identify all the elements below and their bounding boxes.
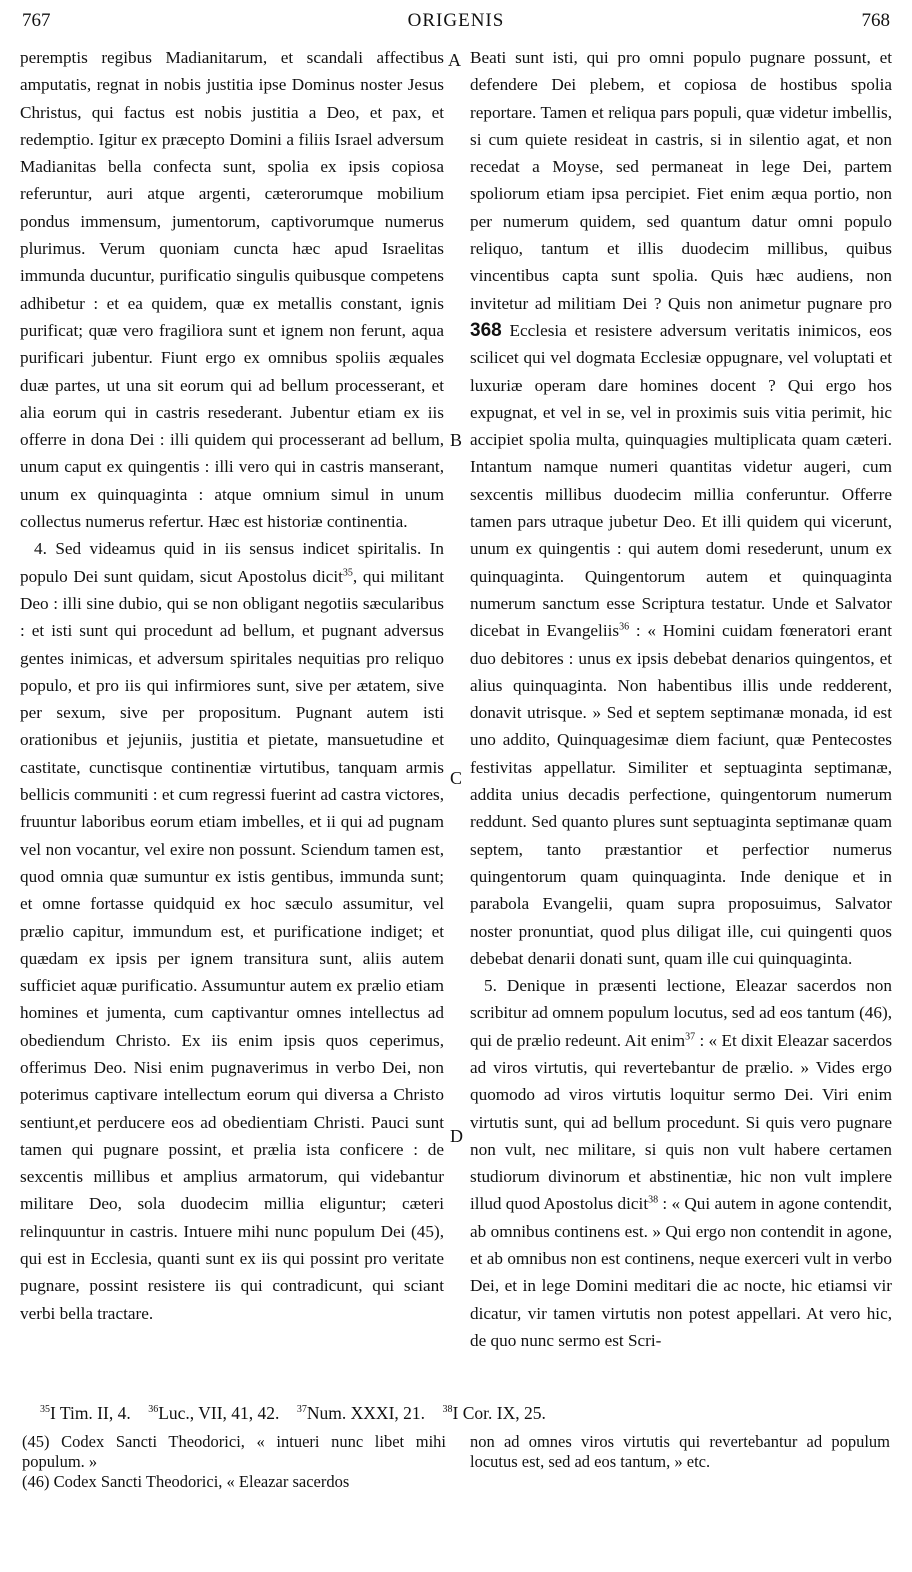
paragraph: peremptis regibus Madianitarum, et scandali affectibus amputatis, regnat in nobis justitia ipse Dominus noster Jesus Christus, qui factus est nobis justitia a Deo, et pax, et redemptio. Igitur ex præcepto Domini a filiis Israel adversum Madianitas bella confecta sunt, spolia ex ipsis copiosa referuntur, auri atque argenti, cæterorumque mobilium pondus immensum, jumentorum, captivorumque numerus plurimus. Verum quoniam cuncta hæc apud Israelitas immunda ducuntur, purificatio singulis quibusque competens adhibetur : et ea quidem, quæ ex metallis constant, ignis purificat; quæ vero fragiliora sunt et ignem non ferunt, aqua purificari jubentur. Fiunt ergo ex omnibus spoliis æquales duæ partes, ut una sit eorum qui ad bellum processerant, et alia eorum qui in castris resederant. Jubentur etiam ex iis offerre in dona Dei : illi quidem qui processerant ad bellum, unum caput ex quingentis : illi vero qui in castris manserant, unum ex quinquaginta : atque omnium simul in unum collectus numerus refertur. Hæc est historiæ continentia. [20,48,444,532]
page-number-right: 768 [861,10,890,31]
text-run: Ecclesia et resistere adversum veritatis inimicos, eos scilicet qui vel dogmata Ecclesiæ oppugnare, vel voluptati et luxuriæ operam dare homines docent ? Qui ergo hos expugnat, et vel in se, vel in proximis suis vitia perimit, hic accipiet spolia multa, quinquagies multiplicata quam cæteri. Intantum namque numeri quantitas videtur augeri, cum sexcentis millibus duodecim millia conferuntur. Offerre tamen pars utraque jubetur Deo. Et illi quidem qui vicerunt, unum ex quingentis : qui autem domi resederunt, unum ex quinquaginta. Quingentorum autem et quinquaginta numerum sanctum esse Scriptura testatur. Unde et Salvator dicebat in Evangeliis [470,320,892,641]
paragraph [470,972,892,1354]
ref-text: Num. XXXI, 21. [306,1403,426,1423]
margin-letter-b: B [450,430,463,450]
footnote-continuation: non ad omnes viros virtutis qui revertebantur ad populum locutus est, sed ad eos tantum, » etc. [470,1432,890,1471]
column-number: 368 [470,319,502,341]
footnotes-left [22,1432,446,1492]
text-run: : « Homini cuidam fœneratori erant duo debitores : unus ex ipsis debebat denarios quingentos, et alius quinquaginta. Non habentibus illis unde redderent, donavit utrisque. » Sed et septem septimanæ monada, id est uno addito, Quinquagesimæ diem faciunt, quæ Pentecostes festivitas appellatur. Similiter et septuaginta septimanæ, addita unius decadis perfectione, quingentorum numerum reddunt. Sed quanto plures sunt septuaginta septimanæ quam septem, tanto præstantior et perfectior numerus quingentorum quam quinquaginta. Inde denique et in parabola Evangelii, quam supra proposuimus, Salvator noster pronuntiat, quod plus diligat ille, cui quingenti quos debebat denarii donati sunt, quam ille cui quinquaginta. [470,621,893,968]
footnotes-right [470,1432,890,1472]
margin-letter-a: A [448,50,461,70]
ref-marker: 37 [296,1404,307,1416]
footnote-marker: 36 [619,621,630,633]
footnote: (45) Codex Sancti Theodorici, « intueri nunc libet mihi populum. » [22,1432,446,1471]
footnote-marker: 38 [648,1194,659,1206]
text-run: , qui militant Deo : illi sine dubio, qui se non obligant negotiis sæcularibus : et isti sunt qui procedunt ad bellum, et pugnant adversus gentes inimicas, et adversum spiritales nequitias pro reliquo populo, et pro iis qui infirmiores sunt, sive per ætatem, sive per sexum, sive per propositum. Pugnant autem isti orationibus et jejuniis, justitia et pietate, mansuetudine et castitate, cunctisque continentiæ virtutibus, tanquam armis bellicis communiti : et cum regressi fuerint ad castra victores, fruuntur laboribus eorum etiam imbelles, et ii qui ad pugnam vel non vocantur, vel exire non possunt. Sciendum tamen est, quod omnia quæ sumuntur ex istis gentibus, immunda sunt; et omne fortasse quidquid ex hoc sæculo assumitur, vel prælio capitur, immundum est, et purificatione indiget; et quædam ex ipsis per ignem transitura sunt, aliis autem sufficiet aquæ purificatio. Assumuntur autem ex prælio etiam homines et jumenta, cum captivantur omnes intellectus ad obediendum Christo. Ex iis enim ipsis quos ceperimus, offerimus Deo. Nisi enim pugnaverimus in verbo Dei, non poterimus captivare intellectum eorum qui diversa a Christo sentiunt,et perducere eos ad obedientiam Christi. Pauci sunt tamen qui pugnare possint, et prælia ista conficere : de sexcentis millibus et amplius armatorum, qui videbantur militare Deo, sola duodecim millia eliguntur; cæteri relinquuntur in castris. Intuere mihi nunc populum Dei (45), qui est in Ecclesia, quanti sunt ex iis qui possint pro veritate pugnare, possint resistere iis qui contradicunt, qui sciant verbi bella tractare. [20,566,444,1323]
ref-marker: 36 [148,1404,159,1416]
right-column [470,44,892,1354]
text-run: Beati sunt isti, qui pro omni populo pugnare possunt, et defendere Dei plebem, et copiosa de hostibus spolia reportare. Tamen et reliqua pars populi, quæ videtur imbellis, si cum quiete resideat in castris, si in silentio agat, et non recedat a Moyse, sed permaneat in lege Dei, partem spoliorum etiam ipsa percipiet. Fiet enim æqua portio, non per numerum quidem, sed quantum datur omni populo reliquo, tantum et illis duodecim millibus, quibus vincentibus capta sunt spolia. Quis hæc audiens, non invitetur ad militiam Dei ? Quis non animetur pugnare pro [470,48,892,313]
page-number-left: 767 [22,10,51,31]
ref-text: I Cor. IX, 25. [452,1403,546,1423]
paragraph [470,44,892,972]
footnote-marker: 35 [342,566,353,578]
text-run: 4. Sed videamus quid in iis sensus indicet spiritalis. In populo Dei sunt quidam, sicut Apostolus dicit [20,539,444,586]
ref-marker: 35 [40,1404,50,1416]
footnote-marker: 37 [685,1030,696,1042]
text-run: 5. Denique in præsenti lectione, Eleazar sacerdos non scribitur ad omnem populum locutus, sed ad eos tantum (46), qui de prælio redeunt. Ait enim [470,976,892,1050]
page-header [0,10,912,36]
margin-letter-d: D [450,1126,463,1146]
left-column [20,44,444,1327]
ref-text: Luc., VII, 41, 42. [158,1403,280,1423]
ref-text: I Tim. II, 4. [50,1403,131,1423]
margin-letter-c: C [450,768,463,788]
text-run: : « Qui autem in agone contendit, ab omnibus continens est. » Qui ergo non contendit in agone, et ab omnibus non est continens, neque exerceri vult in verbo Dei, et in lege Domini meditari die ac nocte, hic etiamsi vir dicatur, vir tamen virtutis non potest appellari. At vero hic, de quo nunc sermo est Scri- [470,1194,893,1350]
footnote: (46) Codex Sancti Theodorici, « Eleazar sacerdos [22,1472,350,1491]
text-run: : « Et dixit Eleazar sacerdos ad viros virtutis, qui revertebantur de prælio. » Vides ergo quomodo ad viros virtutis loquitur sermo Dei. Viri enim virtutis sunt, qui ad bellum procedunt. Si quis vero pugnare non vult, nec militare, si quis non vult habere certamen studiorum divinorum et abstinentiæ, hic non vult implere illud quod Apostolus dicit [470,1030,893,1214]
scripture-references [40,1403,900,1424]
ref-marker: 38 [442,1404,453,1416]
running-title: ORIGENIS [407,10,505,31]
paragraph [20,535,444,1327]
